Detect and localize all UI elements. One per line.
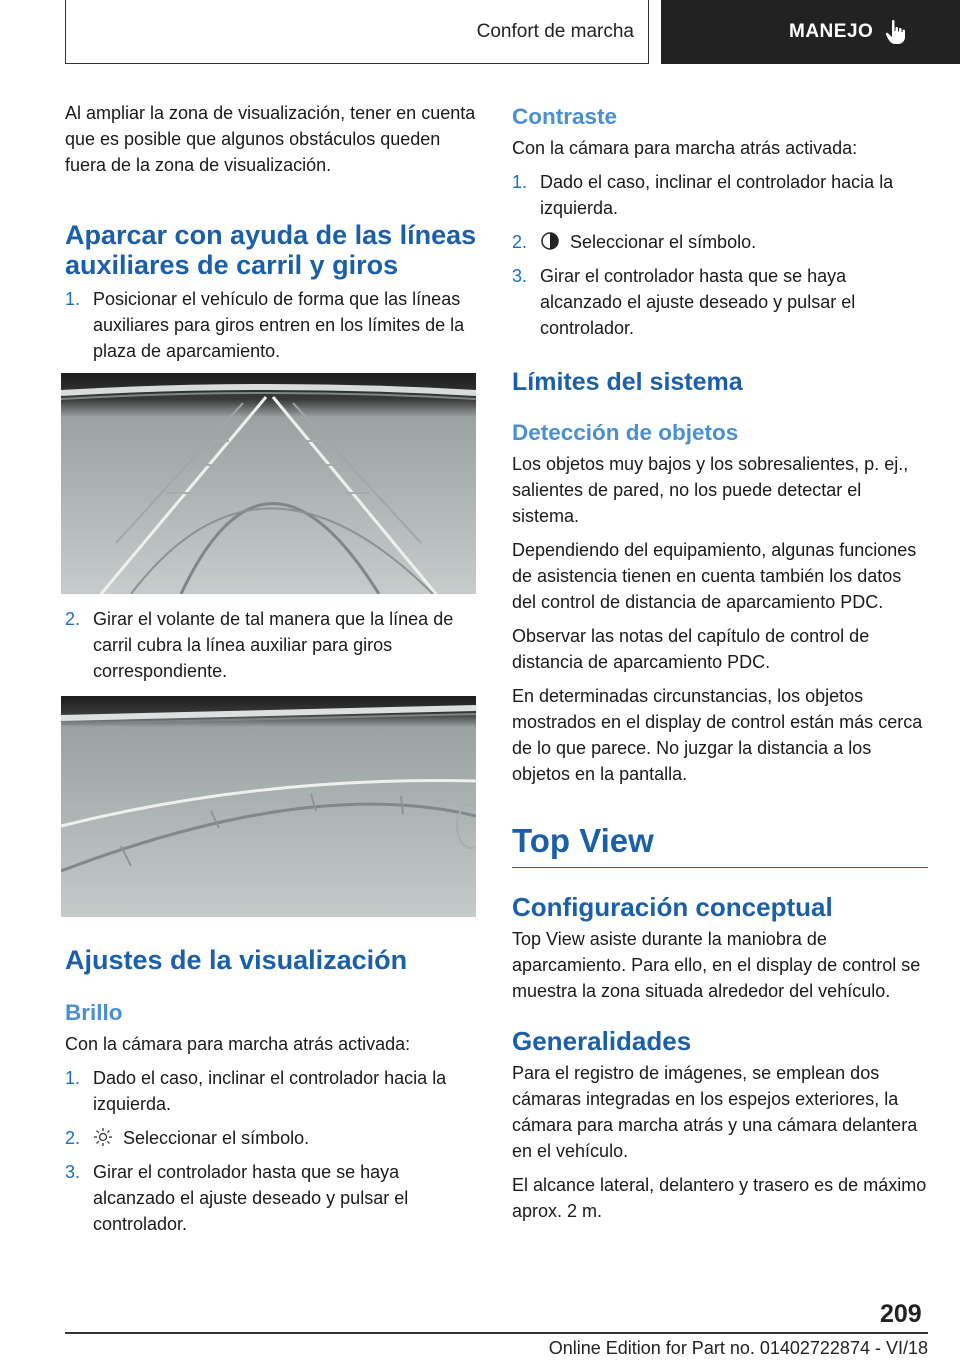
contraste-intro: Con la cámara para marcha atrás activada: [512, 138, 858, 158]
left-column-step2 [65, 606, 477, 692]
brillo-intro: Con la cámara para marcha atrás activada: [65, 1034, 411, 1054]
step-text: Seleccionar el símbolo. [570, 232, 757, 252]
brightness-sun-icon [93, 1127, 113, 1147]
heading-brillo: Brillo [65, 1000, 123, 1025]
step-text: Dado el caso, inclinar el controlador hacia la izquierda. [540, 172, 894, 218]
steering-lines-image [61, 696, 476, 917]
left-column-settings [65, 945, 477, 1245]
step-number: 3. [512, 266, 528, 286]
heading-ajustes: Ajustes de la visualización [65, 945, 408, 975]
list-item [65, 606, 477, 684]
step-text: Posicionar el vehículo de forma que las líneas auxiliares para giros entren en los límites de la plaza de aparcamiento. [93, 289, 465, 361]
intro-paragraph: Al ampliar la zona de visualización, tener en cuenta que es posible que algunos obstáculos queden fuera de la zona de visualización. [65, 103, 476, 175]
list-item [65, 286, 477, 364]
heading-aparcar-line2: auxiliares de carril y giros [65, 250, 399, 280]
heading-contraste: Contraste [512, 104, 618, 129]
contrast-icon [540, 231, 560, 251]
heading-deteccion: Detección de objetos [512, 420, 739, 445]
step-number: 2. [65, 609, 81, 629]
paragraph: Para el registro de imágenes, se emplean dos cámaras integradas en los espejos exteriores, la cámara para marcha atrás y una cámara delantera en el vehículo. [512, 1063, 918, 1161]
list-item [512, 263, 928, 341]
heading-aparcar-line1: Aparcar con ayuda de las líneas [65, 220, 477, 250]
step-text: Girar el volante de tal manera que la línea de carril cubra la línea auxiliar para giros correspondiente. [93, 609, 454, 681]
left-column [65, 100, 477, 372]
list-item [65, 1159, 477, 1237]
step-text: Dado el caso, inclinar el controlador hacia la izquierda. [93, 1068, 447, 1114]
step-number: 2. [65, 1128, 81, 1148]
list-item [512, 169, 928, 221]
paragraph: En determinadas circunstancias, los objetos mostrados en el display de control están más cerca de lo que parece. No juzgar la distancia a los objetos en la pantalla. [512, 686, 923, 784]
paragraph: Los objetos muy bajos y los sobresalientes, p. ej., salientes de pared, no los puede detectar el sistema. [512, 454, 909, 526]
paragraph: El alcance lateral, delantero y trasero es de máximo aprox. 2 m. [512, 1175, 927, 1221]
edition-note: Online Edition for Part no. 01402722874 - VI/18 [548, 1338, 928, 1358]
paragraph: Observar las notas del capítulo de control de distancia de aparcamiento PDC. [512, 626, 870, 672]
header-section-label: Confort de marcha [476, 20, 634, 42]
right-column [512, 103, 928, 1232]
page-number: 209 [880, 1300, 922, 1328]
step-text: Girar el controlador hasta que se haya alcanzado el ajuste deseado y pulsar el controlador. [540, 266, 856, 338]
header-section-tab [65, 0, 649, 64]
heading-configuracion: Configuración conceptual [512, 892, 833, 922]
step-text: Seleccionar el símbolo. [123, 1128, 310, 1148]
header-chapter-tab [661, 0, 960, 64]
list-item [512, 229, 928, 255]
step-text: Girar el controlador hasta que se haya alcanzado el ajuste deseado y pulsar el controlador. [93, 1162, 409, 1234]
parking-lines-image [61, 373, 476, 594]
config-paragraph: Top View asiste durante la maniobra de aparcamiento. Para ello, en el display de control se muestra la zona situada alrededor del vehículo. [512, 929, 921, 1001]
heading-limites: Límites del sistema [512, 368, 743, 396]
list-item [65, 1065, 477, 1117]
step-number: 1. [65, 289, 81, 309]
paragraph: Dependiendo del equipamiento, algunas funciones de asistencia tienen en cuenta también los datos del control de distancia de aparcamiento PDC. [512, 540, 917, 612]
step-number: 1. [512, 172, 528, 192]
hand-pointer-icon [885, 19, 907, 45]
step-number: 3. [65, 1162, 81, 1182]
heading-generalidades: Generalidades [512, 1026, 692, 1056]
step-number: 1. [65, 1068, 81, 1088]
footer-divider [65, 1332, 928, 1334]
list-item [65, 1125, 477, 1151]
heading-top-view: Top View [512, 821, 928, 868]
step-number: 2. [512, 232, 528, 252]
header-chapter-label: MANEJO [789, 21, 874, 42]
